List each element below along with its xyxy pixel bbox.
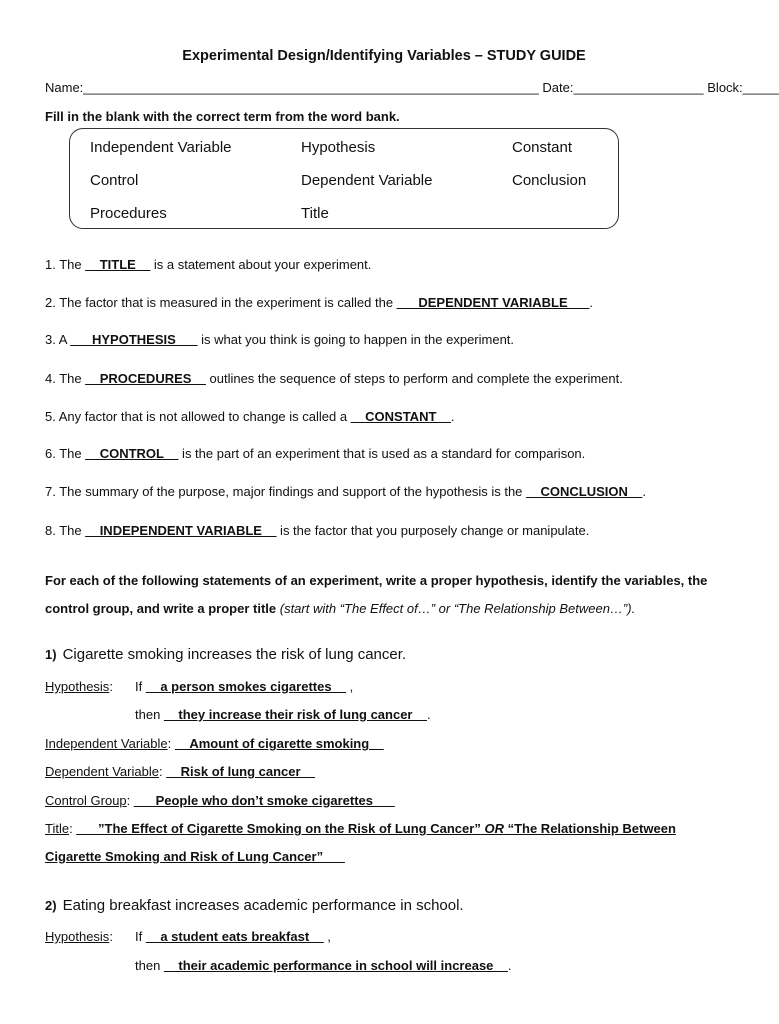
- punct: ,: [323, 929, 331, 944]
- answer-blank: ___HYPOTHESIS___: [70, 332, 198, 347]
- question-text: 2. The factor that is measured in the experiment is called the: [45, 295, 397, 310]
- independent-variable-row: Independent Variable: __Amount of cigarette smoking__: [45, 736, 384, 751]
- dependent-variable-row: Dependent Variable: __Risk of lung cancer__: [45, 764, 316, 779]
- date-label: Date:: [542, 80, 574, 95]
- question-text: is the factor that you purposely change or manipulate.: [276, 523, 590, 538]
- question-text: 1. The: [45, 257, 86, 272]
- dv-answer: __Risk of lung cancer__: [166, 764, 316, 779]
- question-5: [45, 409, 455, 424]
- answer-blank: __CONTROL__: [85, 446, 179, 461]
- question-text: 5. Any factor that is not allowed to change is called a: [45, 409, 351, 424]
- if-word: If: [135, 929, 143, 944]
- question-text: is the part of an experiment that is used as a standard for comparison.: [178, 446, 586, 461]
- question-text: .: [589, 295, 593, 310]
- hypothesis-if-row: Hypothesis:: [45, 929, 113, 944]
- punct: ,: [346, 679, 354, 694]
- question-3: [45, 332, 514, 347]
- if-word: If: [135, 679, 143, 694]
- answer-blank: __PROCEDURES__: [85, 371, 206, 386]
- title-or: OR: [484, 821, 504, 836]
- question-6: [45, 446, 585, 461]
- if-answer: __a student eats breakfast__: [145, 929, 324, 944]
- iv-answer: __Amount of cigarette smoking__: [174, 736, 384, 751]
- cg-answer: ___People who don’t smoke cigarettes___: [133, 793, 395, 808]
- then-answer: __they increase their risk of lung cancer__: [163, 707, 427, 722]
- word-bank-term: Control: [90, 172, 139, 189]
- statement-text: Cigarette smoking increases the risk of lung cancer.: [62, 646, 407, 663]
- question-text: 3. A: [45, 332, 71, 347]
- question-7: [45, 484, 646, 499]
- word-bank-term: Hypothesis: [301, 139, 376, 156]
- title-answer-alt-cont: Cigarette Smoking and Risk of Lung Cancer”___: [45, 849, 345, 864]
- if-answer: __a person smokes cigarettes__: [145, 679, 347, 694]
- question-text: outlines the sequence of steps to perform and complete the experiment.: [205, 371, 623, 386]
- word-bank-term: Independent Variable: [90, 139, 232, 156]
- page-title: Experimental Design/Identifying Variables – STUDY GUIDE: [182, 48, 586, 64]
- question-4: [45, 371, 623, 386]
- answer-blank: __CONCLUSION__: [526, 484, 643, 499]
- then-clause: [135, 958, 512, 973]
- answer-blank: __INDEPENDENT VARIABLE__: [85, 523, 277, 538]
- experiment-2-statement: [45, 897, 464, 914]
- question-text: .: [642, 484, 646, 499]
- question-text: 6. The: [45, 446, 86, 461]
- section-instructions: [45, 567, 735, 623]
- question-text: 7. The summary of the purpose, major findings and support of the hypothesis is the: [45, 484, 527, 499]
- word-bank-term: Constant: [512, 139, 573, 156]
- question-2: [45, 295, 593, 310]
- then-word: then: [135, 958, 161, 973]
- name-label: Name:: [45, 80, 84, 95]
- if-clause: [135, 929, 331, 944]
- title-row: Title: ___”The Effect of Cigarette Smoking on the Risk of Lung Cancer” OR “The Relationship Between: [45, 821, 676, 836]
- hypothesis-if-row: Hypothesis:: [45, 679, 113, 694]
- question-1: [45, 257, 371, 272]
- word-bank-term: Procedures: [90, 205, 167, 222]
- hypothesis-label: Hypothesis: [45, 929, 110, 944]
- experiment-number: 2): [45, 898, 57, 913]
- block-label: Block:: [707, 80, 743, 95]
- answer-blank: __CONSTANT__: [350, 409, 451, 424]
- word-bank-term: Title: [301, 205, 329, 222]
- word-bank-term: Conclusion: [512, 172, 587, 189]
- question-text: .: [450, 409, 455, 424]
- iv-label: Independent Variable: [45, 736, 168, 751]
- word-bank-term: Dependent Variable: [301, 172, 433, 189]
- statement-text: Eating breakfast increases academic performance in school.: [62, 897, 464, 914]
- title-row-continued: [45, 849, 345, 864]
- question-text: 4. The: [45, 371, 86, 386]
- then-word: then: [135, 707, 161, 722]
- answer-blank: __TITLE__: [85, 257, 151, 272]
- cg-label: Control Group: [45, 793, 127, 808]
- punct: .: [507, 958, 512, 973]
- date-blank: __________________: [573, 80, 704, 95]
- answer-blank: ___DEPENDENT VARIABLE___: [396, 295, 590, 310]
- instruction-italic: (start with “The Effect of…” or “The Relationship Between…”).: [276, 601, 636, 616]
- question-8: [45, 523, 589, 538]
- block-blank: _____: [742, 80, 779, 95]
- experiment-1-statement: [45, 646, 406, 663]
- title-answer-alt: “The Relationship Between: [507, 821, 676, 836]
- student-info-line: [45, 80, 779, 95]
- then-answer: __their academic performance in school will increase__: [163, 958, 508, 973]
- question-text: 8. The: [45, 523, 86, 538]
- dv-label: Dependent Variable: [45, 764, 159, 779]
- hypothesis-label: Hypothesis: [45, 679, 110, 694]
- word-bank: [69, 128, 619, 229]
- control-group-row: Control Group: ___People who don’t smoke cigarettes___: [45, 793, 395, 808]
- name-blank: _______________________________________________________________: [83, 80, 539, 95]
- then-clause: [135, 707, 431, 722]
- title-answer: ___”The Effect of Cigarette Smoking on the Risk of Lung Cancer”: [76, 821, 481, 836]
- instructions: Fill in the blank with the correct term from the word bank.: [45, 109, 400, 124]
- punct: .: [426, 707, 431, 722]
- question-text: is a statement about your experiment.: [150, 257, 372, 272]
- title-label: Title: [45, 821, 70, 836]
- instruction-bold: For each of the following statements of an experiment, write a proper hypothesis, identify the variables, the control group, and write a proper title: [45, 573, 708, 616]
- experiment-number: 1): [45, 647, 57, 662]
- if-clause: [135, 679, 353, 694]
- question-text: is what you think is going to happen in the experiment.: [197, 332, 515, 347]
